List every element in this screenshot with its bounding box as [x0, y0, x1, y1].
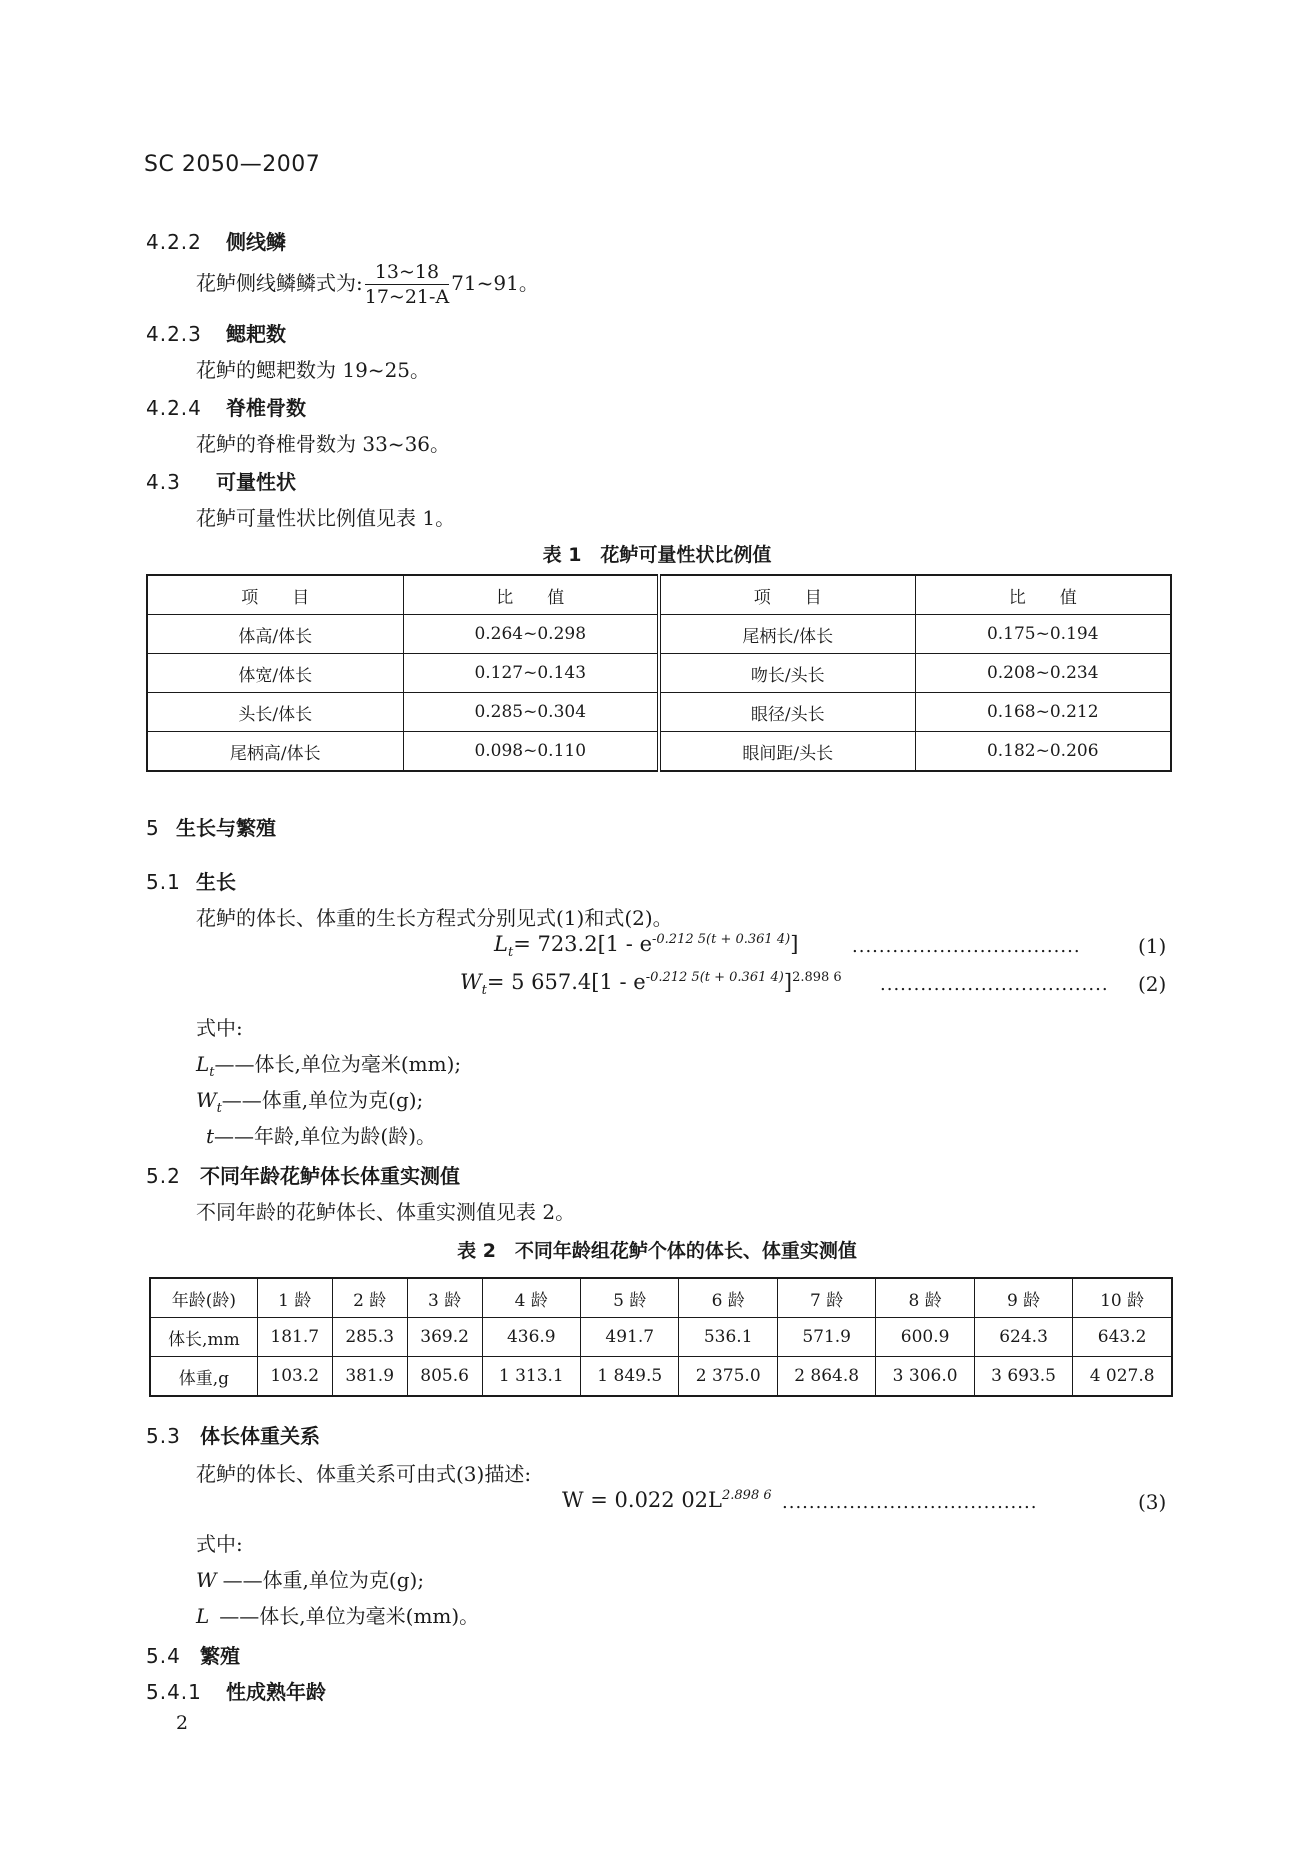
section-4-2-3-heading: 4.2.3 鳃耙数: [146, 322, 286, 346]
table-row: 体长,mm 181.7 285.3 369.2 436.9 491.7 536.1 571.9 600.9 624.3 643.2: [150, 1318, 1172, 1357]
definition-l: L ——体长,单位为毫米(mm)。: [196, 1604, 480, 1628]
section-4-2-2-text: 花鲈侧线鳞鳞式为: $\frac{13\sim 18}{17\sim 21-A}$ 71~91。: [196, 261, 539, 308]
table1-caption: 表 1 花鲈可量性状比例值: [542, 544, 772, 566]
section-4-2-2-heading: 4.2.2 侧线鳞: [146, 230, 286, 254]
section-5-2-heading: 5.2 不同年龄花鲈体长体重实测值: [146, 1164, 460, 1188]
equation-3-leader: ......................................: [782, 1492, 1038, 1513]
section-5-4-1-heading: 5.4.1 性成熟年龄: [146, 1680, 326, 1704]
section-5-3-heading: 5.3 体长体重关系: [146, 1424, 320, 1448]
equation-2-leader: ..................................: [880, 974, 1109, 995]
section-5-3-text: 花鲈的体长、体重关系可由式(3)描述:: [196, 1462, 532, 1486]
table1: [146, 574, 1172, 772]
section-5-heading: 5 生长与繁殖: [146, 816, 276, 840]
section-5-1-text: 花鲈的体长、体重的生长方程式分别见式(1)和式(2)。: [196, 906, 673, 930]
section-4-3-text: 花鲈可量性状比例值见表 1。: [196, 506, 456, 530]
equation-2-number: (2): [1138, 972, 1167, 996]
table-row: 尾柄高/体长 0.098~0.110 眼间距/头长 0.182~0.206: [147, 732, 1171, 772]
section-4-2-4-text: 花鲈的脊椎骨数为 33~36。: [196, 432, 451, 456]
equation-3: W = 0.022 $02L^{2.898 6}$: [562, 1488, 772, 1512]
equation-1-number: (1): [1138, 934, 1167, 958]
page-number: 2: [176, 1712, 189, 1734]
definition-wt: $W_t——$体重,单位为克(g);: [196, 1088, 424, 1116]
equation-2: $W_t= 5$ $657.4[1 - e^{-0.212 5(t + 0.361 4)}]^{2.898 6}$: [460, 970, 842, 999]
table-row: 头长/体长 0.285~0.304 眼径/头长 0.168~0.212: [147, 693, 1171, 732]
lateral-line-fraction: $\frac{13\sim 18}{17\sim 21-A}$: [364, 261, 450, 308]
where-label-1: 式中:: [196, 1016, 243, 1040]
standard-code: SC 2050—2007: [144, 152, 321, 177]
equation-3-number: (3): [1138, 1490, 1167, 1514]
equation-1: $L_t= 723.2[1 - e^{-0.212 5(t + 0.361 4)}]$: [494, 932, 799, 961]
section-5-4-heading: 5.4 繁殖: [146, 1644, 240, 1668]
table-row: 体重,g 103.2 381.9 805.6 1 313.1 1 849.5 2 375.0 2 864.8 3 306.0 3 693.5 4 027.8: [150, 1357, 1172, 1397]
section-4-2-3-text: 花鲈的鳃耙数为 19~25。: [196, 358, 431, 382]
table2-caption: 表 2 不同年龄组花鲈个体的体长、体重实测值: [457, 1240, 857, 1262]
definition-lt: $L_t——$体长,单位为毫米(mm);: [196, 1052, 462, 1080]
where-label-2: 式中:: [196, 1532, 243, 1556]
table-row: 体宽/体长 0.127~0.143 吻长/头长 0.208~0.234: [147, 654, 1171, 693]
table2: [149, 1277, 1173, 1397]
table-row: 体高/体长 0.264~0.298 尾柄长/体长 0.175~0.194: [147, 615, 1171, 654]
definition-w: W ——体重,单位为克(g);: [196, 1568, 425, 1592]
table-row: 项 目 比 值 项 目 比 值: [147, 575, 1171, 615]
table-row: 年龄(龄) 1 龄 2 龄 3 龄 4 龄 5 龄 6 龄 7 龄 8 龄 9 龄 10 龄: [150, 1278, 1172, 1318]
section-5-1-heading: 5.1 生长: [146, 870, 236, 894]
equation-1-leader: ..................................: [852, 936, 1081, 957]
definition-t: t——年龄,单位为龄(龄)。: [206, 1124, 437, 1148]
section-5-2-text: 不同年龄的花鲈体长、体重实测值见表 2。: [196, 1200, 576, 1224]
section-4-3-heading: 4.3 可量性状: [146, 470, 296, 494]
section-4-2-4-heading: 4.2.4 脊椎骨数: [146, 396, 306, 420]
